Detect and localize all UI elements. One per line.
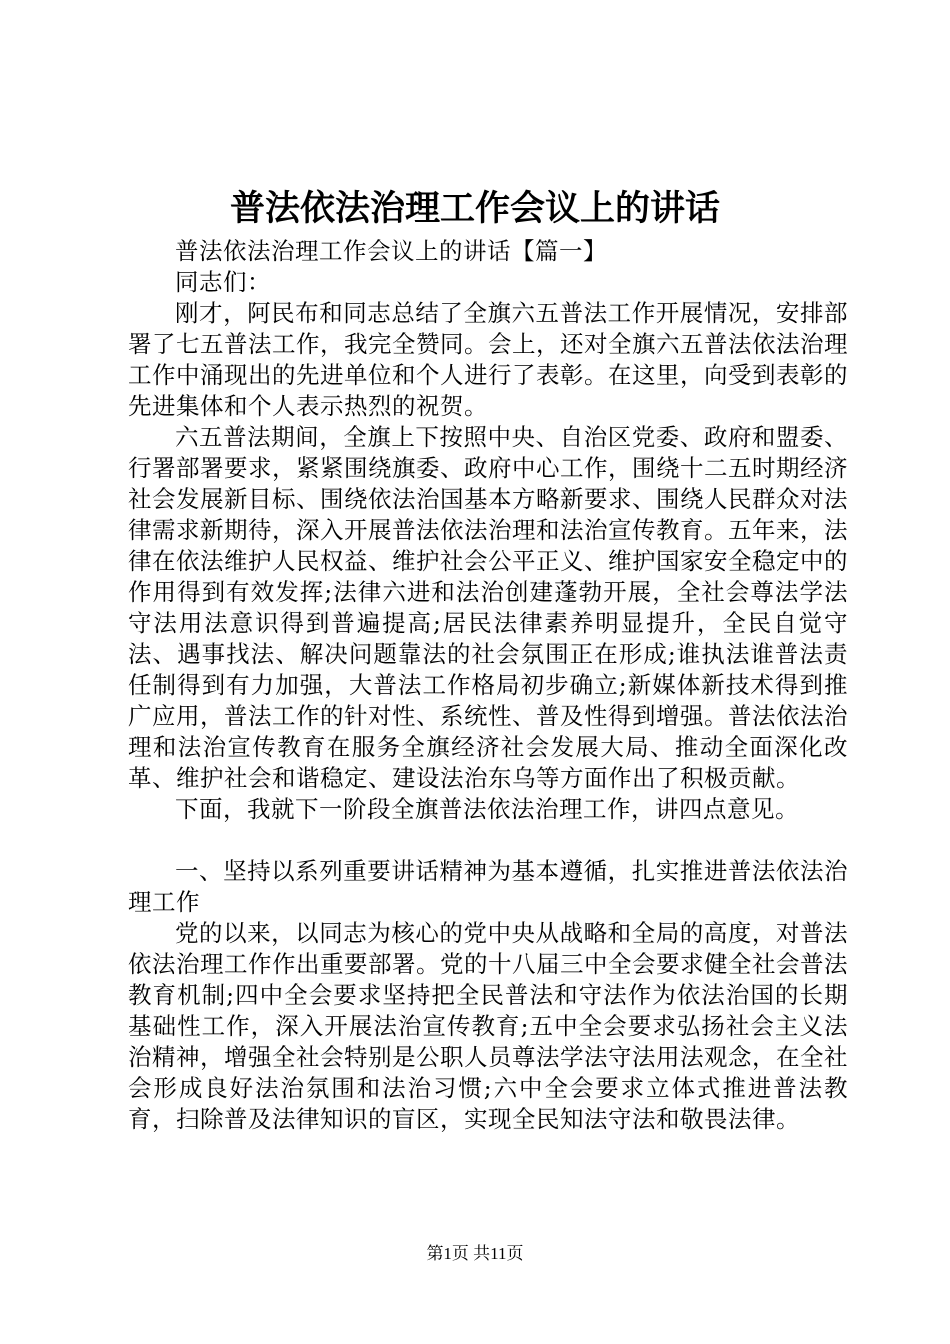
body-paragraph: 下面，我就下一阶段全旗普法依法治理工作，讲四点意见。 — [175, 795, 799, 823]
page-number-footer: 第1页 共11页 — [426, 1244, 524, 1263]
body-paragraph: 刚才，阿民布和同志总结了全旗六五普法工作开展情况，安排部署了七五普法工作，我完全赞同。会上，还对全旗六五普法依法治理工作中涌现出的先进单位和个人进行了表彰。在这里，向受到表彰的先进集体和个人表示热烈的祝贺。 — [128, 299, 848, 420]
section-heading: 普法依法治理工作会议上的讲话【篇一】 — [175, 237, 607, 265]
document-title: 普法依法治理工作会议上的讲话 — [229, 188, 720, 229]
body-paragraph: 六五普法期间，全旗上下按照中央、自治区党委、政府和盟委、行署部署要求，紧紧围绕旗委、政府中心工作，围绕十二五时期经济社会发展新目标、围绕依法治国基本方略新要求、围绕人民群众对法律需求新期待，深入开展普法依法治理和法治宣传教育。五年来，法律在依法维护人民权益、维护社会公平正义、维护国家安全稳定中的作用得到有效发挥;法律六进和法治创建蓬勃开展，全社会尊法学法守法用法意识得到普遍提高;居民法律素养明显提升，全民自觉守法、遇事找法、解决问题靠法的社会氛围正在形成;谁执法谁普法责任制得到有力加强，大普法工作格局初步确立;新媒体新技术得到推广应用，普法工作的针对性、系统性、普及性得到增强。普法依法治理和法治宣传教育在服务全旗经济社会发展大局、推动全面深化改革、维护社会和谐稳定、建设法治东乌等方面作出了积极贡献。 — [128, 423, 848, 792]
subsection-heading: 一、坚持以系列重要讲话精神为基本遵循，扎实推进普法依法治理工作 — [128, 857, 848, 916]
salutation: 同志们： — [175, 268, 271, 296]
document-body — [128, 236, 848, 1135]
body-paragraph: 党的以来，以同志为核心的党中央从战略和全局的高度，对普法依法治理工作作出重要部署。党的十八届三中全会要求健全社会普法教育机制;四中全会要求坚持把全民普法和守法作为依法治国的长期基础性工作，深入开展法治宣传教育;五中全会要求弘扬社会主义法治精神，增强全社会特别是公职人员尊法学法守法用法观念，在全社会形成良好法治氛围和法治习惯;六中全会要求立体式推进普法教育，扫除普及法律知识的盲区，实现全民知法守法和敬畏法律。 — [128, 919, 848, 1133]
paragraph-spacer — [128, 825, 848, 856]
